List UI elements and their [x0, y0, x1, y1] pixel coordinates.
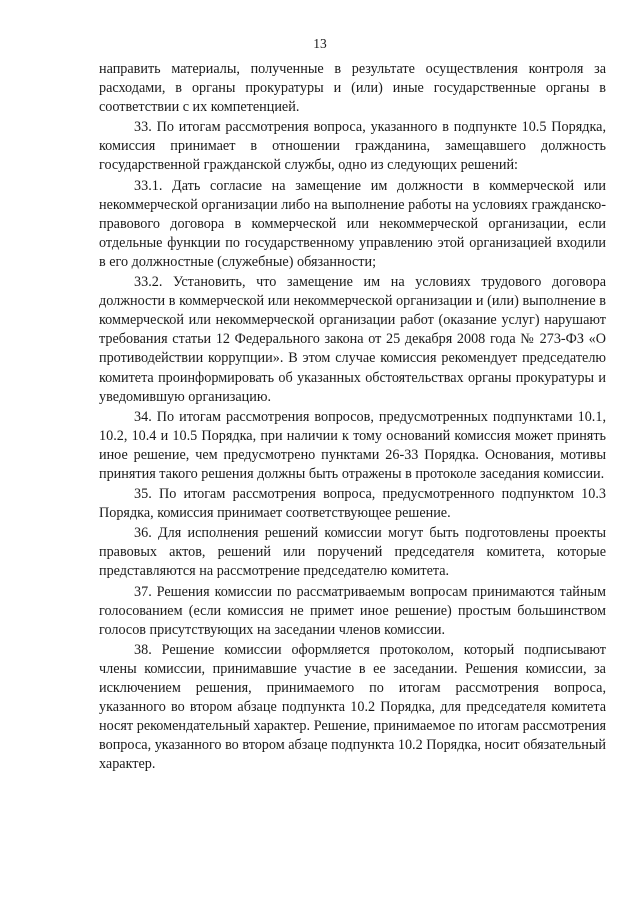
document-body [99, 60, 606, 774]
page-number: 13 [313, 36, 327, 51]
paragraph-38: 38. Решение комиссии оформляется протоколом, который подписывают члены комиссии, принимавшие участие в ее заседании. Решения комиссии, за исключением решения, принимаемого по итогам рассмотрения вопроса, указанного во втором абзаце подпункта 10.2 Порядка, для председателя комитета носят рекомендательный характер. Решение, принимаемое по итогам рассмотрения вопроса, указанного во втором абзаце подпункта 10.2 Порядка, носит обязательный характер. [99, 641, 606, 773]
paragraph-33: 33. По итогам рассмотрения вопроса, указанного в подпункте 10.5 Порядка, комиссия принимает в отношении гражданина, замещавшего должность государственной гражданской службы, одно из следующих решений: [99, 119, 606, 174]
paragraph-36: 36. Для исполнения решений комиссии могут быть подготовлены проекты правовых актов, решений или поручений председателя комитета, которые представляются на рассмотрение председателю комитета. [99, 525, 606, 580]
paragraph-35: 35. По итогам рассмотрения вопроса, предусмотренного подпунктом 10.3 Порядка, комиссия принимает соответствующее решение. [99, 486, 606, 522]
paragraph-37: 37. Решения комиссии по рассматриваемым вопросам принимаются тайным голосованием (если комиссия не примет иное решение) простым большинством голосов присутствующих на заседании членов комиссии. [99, 583, 606, 638]
paragraph-continuation: направить материалы, полученные в результате осуществления контроля за расходами, в органы прокуратуры и (или) иные государственные органы в соответствии с их компетенцией. [99, 61, 606, 116]
paragraph-33-1: 33.1. Дать согласие на замещение им должности в коммерческой или некоммерческой организации либо на выполнение работы на условиях гражданско-правового договора в коммерческой или некоммерческой организации, если отдельные функции по государственному управлению этой организацией входили в его должностные (служебные) обязанности; [99, 177, 606, 270]
paragraph-34: 34. По итогам рассмотрения вопросов, предусмотренных подпунктами 10.1, 10.2, 10.4 и 10.5 Порядка, при наличии к тому оснований комиссия может принять иное решение, чем предусмотрено пунктами 26-33 Порядка. Основания, мотивы принятия такого решения должны быть отражены в протоколе заседания комиссии. [99, 408, 606, 482]
paragraph-33-2: 33.2. Установить, что замещение им на условиях трудового договора должности в коммерческой или некоммерческой организации и (или) выполнение в коммерческой или некоммерческой организации работ (оказание услуг) нарушают требования статьи 12 Федерального закона от 25 декабря 2008 года № 273-ФЗ «О противодействии коррупции». В этом случае комиссия рекомендует председателю комитета проинформировать об указанных обстоятельствах органы прокуратуры и уведомившую организацию. [99, 274, 606, 405]
